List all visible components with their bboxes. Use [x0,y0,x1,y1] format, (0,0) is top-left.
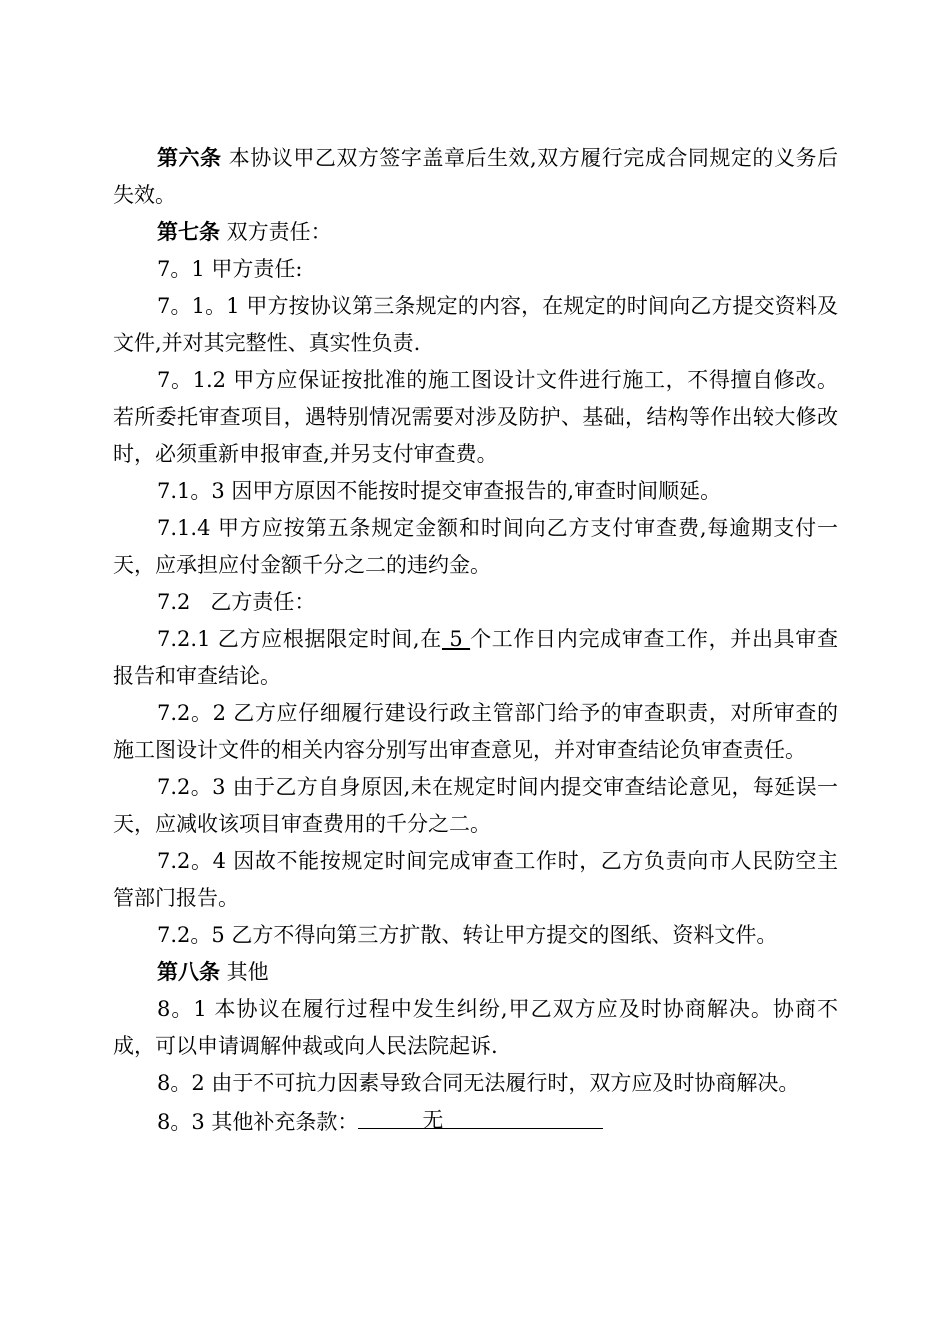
article-7-text: 双方责任： [220,220,332,244]
clause-8-1: 8。1 本协议在履行过程中发生纠纷,甲乙双方应及时协商解决。协商不成，可以申请调解仲裁或向人民法院起诉. [113,997,838,1058]
supplementary-terms-value: 无 [422,1108,444,1132]
clause-7-2-1 [113,621,838,695]
clause-7-2-1-after: 个工作日内完成审查工作，并出具审查报告和审查结论。 [113,627,838,688]
clause-7-1-2: 7。1.2 甲方应保证按批准的施工图设计文件进行施工，不得擅自修改。若所委托审查项目，遇特别情况需要对涉及防护、基础，结构等作出较大修改时，必须重新申报审查,并另支付审查费。 [113,368,838,466]
article-6-title: 第六条 [157,146,222,170]
article-7-title: 第七条 [157,220,220,244]
clause-7-2-3: 7.2。3 由于乙方自身原因,未在规定时间内提交审查结论意见，每延误一天，应减收该项目审查费用的千分之二。 [113,775,838,836]
clause-7-1-4: 7.1.4 甲方应按第五条规定金额和时间向乙方支付审查费,每逾期支付一天，应承担应付金额千分之二的违约金。 [113,516,838,577]
clause-7-2-4: 7.2。4 因故不能按规定时间完成审查工作时，乙方负责向市人民防空主管部门报告。 [113,849,838,910]
article-8-text: 其他 [220,960,269,984]
clause-7-2-5: 7.2。5 乙方不得向第三方扩散、转让甲方提交的图纸、资料文件。 [157,923,778,947]
working-days-value: 5 [441,627,471,651]
document-page [113,140,838,1141]
article-7-heading [113,214,838,251]
clause-7-2: 7.2 乙方责任： [157,590,316,614]
article-6-text: 本协议甲乙双方签字盖章后生效,双方履行完成合同规定的义务后失效。 [113,146,838,207]
clause-8-3-label: 8。3 其他补充条款： [157,1110,359,1134]
clause-7-2-2: 7.2。2 乙方应仔细履行建设行政主管部门给予的审查职责，对所审查的施工图设计文件的相关内容分别写出审查意见，并对审查结论负审查责任。 [113,701,838,762]
clause-8-3 [113,1102,838,1141]
article-6 [113,140,838,214]
clause-7-2-1-before: 7.2.1 乙方应根据限定时间,在 [157,627,442,651]
clause-8-2: 8。2 由于不可抗力因素导致合同无法履行时，双方应及时协商解决。 [157,1071,800,1095]
supplementary-terms-field [358,1102,603,1132]
clause-7-1-1: 7。1。1 甲方按协议第三条规定的内容，在规定的时间向乙方提交资料及文件,并对其完整性、真实性负责. [113,294,838,355]
clause-7-1: 7。1 甲方责任: [157,257,303,281]
article-8-heading [113,954,838,991]
article-8-title: 第八条 [157,960,220,984]
clause-7-1-3: 7.1。3 因甲方原因不能按时提交审查报告的,审查时间顺延。 [157,479,722,503]
